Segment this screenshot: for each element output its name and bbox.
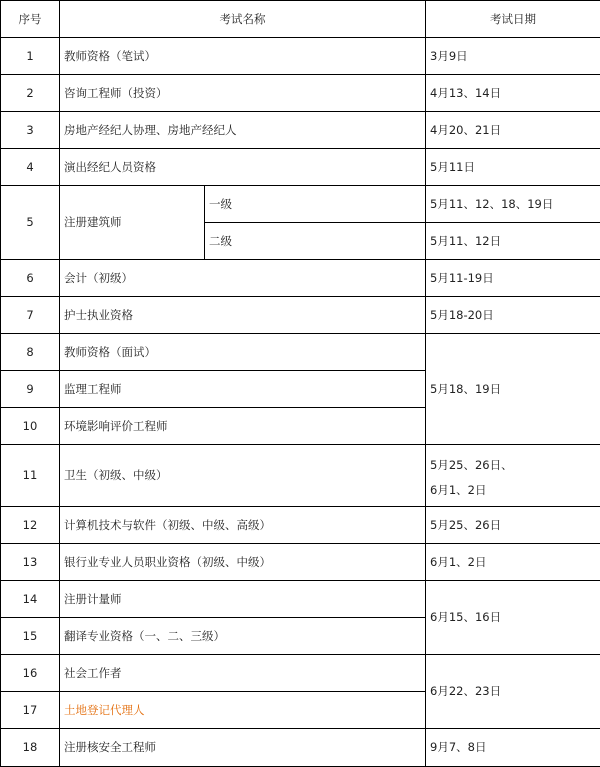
exam-date: 5月25、26日 — [426, 507, 600, 544]
exam-date: 6月15、16日 — [426, 581, 600, 655]
table-row — [1, 297, 600, 334]
exam-name: 环境影响评价工程师 — [60, 408, 426, 445]
row-number: 8 — [1, 334, 60, 371]
exam-name: 咨询工程师（投资） — [60, 75, 426, 112]
table-row — [1, 729, 600, 767]
exam-date — [426, 445, 600, 507]
row-number: 18 — [1, 729, 60, 767]
exam-date: 5月11、12日 — [426, 223, 600, 260]
exam-name: 演出经纪人员资格 — [60, 149, 426, 186]
row-number: 15 — [1, 618, 60, 655]
exam-name: 注册核安全工程师 — [60, 729, 426, 767]
row-number: 13 — [1, 544, 60, 581]
table-row — [1, 38, 600, 75]
row-number: 7 — [1, 297, 60, 334]
table-row — [1, 186, 600, 223]
exam-date-line: 5月25、26日、 — [430, 453, 596, 478]
exam-date: 4月13、14日 — [426, 75, 600, 112]
table-row — [1, 334, 600, 371]
exam-date: 5月11日 — [426, 149, 600, 186]
exam-name: 计算机技术与软件（初级、中级、高级） — [60, 507, 426, 544]
exam-name: 卫生（初级、中级） — [60, 445, 426, 507]
exam-level: 二级 — [205, 223, 426, 260]
header-exam-name: 考试名称 — [60, 1, 426, 38]
row-number: 9 — [1, 371, 60, 408]
exam-date: 5月18、19日 — [426, 334, 600, 445]
table-row — [1, 581, 600, 618]
table-row — [1, 445, 600, 507]
row-number: 16 — [1, 655, 60, 692]
exam-date: 4月20、21日 — [426, 112, 600, 149]
table-row — [1, 112, 600, 149]
row-number: 4 — [1, 149, 60, 186]
table-row — [1, 260, 600, 297]
row-number: 17 — [1, 692, 60, 729]
exam-date: 3月9日 — [426, 38, 600, 75]
exam-date: 5月11-19日 — [426, 260, 600, 297]
exam-name: 翻译专业资格（一、二、三级） — [60, 618, 426, 655]
exam-date: 6月1、2日 — [426, 544, 600, 581]
table-row — [1, 655, 600, 692]
exam-name: 社会工作者 — [60, 655, 426, 692]
row-number: 6 — [1, 260, 60, 297]
exam-name: 房地产经纪人协理、房地产经纪人 — [60, 112, 426, 149]
exam-name-highlighted: 土地登记代理人 — [60, 692, 426, 729]
row-number: 10 — [1, 408, 60, 445]
exam-date: 9月7、8日 — [426, 729, 600, 767]
exam-name: 注册建筑师 — [60, 186, 205, 260]
exam-name: 会计（初级） — [60, 260, 426, 297]
row-number: 2 — [1, 75, 60, 112]
exam-date: 5月11、12、18、19日 — [426, 186, 600, 223]
exam-name: 银行业专业人员职业资格（初级、中级） — [60, 544, 426, 581]
exam-date: 6月22、23日 — [426, 655, 600, 729]
header-row — [1, 1, 600, 38]
header-seq: 序号 — [1, 1, 60, 38]
row-number: 1 — [1, 38, 60, 75]
exam-name: 教师资格（笔试） — [60, 38, 426, 75]
exam-name: 护士执业资格 — [60, 297, 426, 334]
table-row — [1, 149, 600, 186]
header-exam-date: 考试日期 — [426, 1, 600, 38]
table-row — [1, 544, 600, 581]
row-number: 5 — [1, 186, 60, 260]
row-number: 3 — [1, 112, 60, 149]
row-number: 11 — [1, 445, 60, 507]
exam-level: 一级 — [205, 186, 426, 223]
exam-date-line: 6月1、2日 — [430, 478, 596, 503]
exam-name: 监理工程师 — [60, 371, 426, 408]
table-row — [1, 507, 600, 544]
exam-name: 注册计量师 — [60, 581, 426, 618]
row-number: 14 — [1, 581, 60, 618]
table-row — [1, 75, 600, 112]
row-number: 12 — [1, 507, 60, 544]
exam-name: 教师资格（面试） — [60, 334, 426, 371]
exam-date: 5月18-20日 — [426, 297, 600, 334]
